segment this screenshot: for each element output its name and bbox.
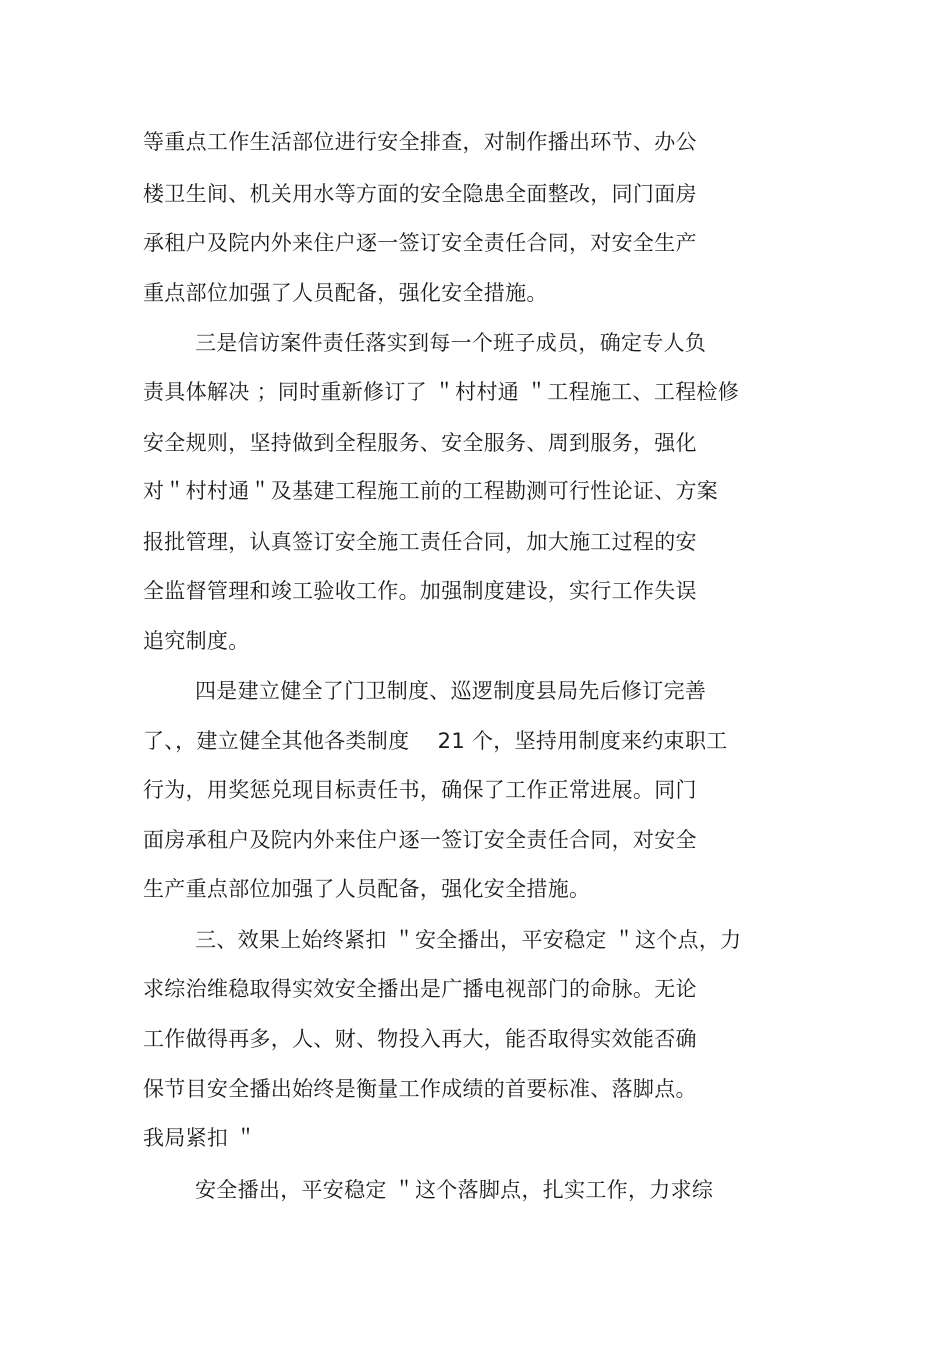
text-line: 面房承租户及院内外来住户逐一签订安全责任合同，对安全 <box>143 828 697 852</box>
paragraph-first-line: 安全播出，平安稳定 ＂这个落脚点，扎实工作，力求综 <box>195 1178 714 1202</box>
text-line: 工作做得再多，人、财、物投入再大，能否取得实效能否确 <box>143 1027 697 1051</box>
text-line: 重点部位加强了人员配备，强化安全措施。 <box>143 281 548 305</box>
text-line: 保节目安全播出始终是衡量工作成绩的首要标准、落脚点。 <box>143 1077 697 1101</box>
text-line: 追究制度。 <box>143 629 250 653</box>
text-line: 行为，用奖惩兑现目标责任书，确保了工作正常进展。同门 <box>143 778 697 802</box>
text-line: 责具体解决 ；同时重新修订了 ＂村村通 ＂工程施工、工程检修 <box>143 380 740 404</box>
text-line: 报批管理，认真签订安全施工责任合同，加大施工过程的安 <box>143 530 697 554</box>
text-line: 了、，建立健全其他各类制度 21 个，坚持用制度来约束职工 <box>143 729 728 753</box>
text-line: 对＂村村通＂及基建工程施工前的工程勘测可行性论证、方案 <box>143 479 719 503</box>
text-line: 安全规则，坚持做到全程服务、安全服务、周到服务，强化 <box>143 431 697 455</box>
paragraph-first-line: 三、效果上始终紧扣 ＂安全播出，平安稳定 ＂这个点，力 <box>195 928 742 952</box>
paragraph-first-line: 四是建立健全了门卫制度、巡逻制度县局先后修订完善 <box>195 679 707 703</box>
text-line: 全监督管理和竣工验收工作。加强制度建设，实行工作失误 <box>143 579 697 603</box>
text-line: 承租户及院内外来住户逐一签订安全责任合同，对安全生产 <box>143 231 697 255</box>
text-line: 生产重点部位加强了人员配备，强化安全措施。 <box>143 877 591 901</box>
paragraph-first-line: 三是信访案件责任落实到每一个班子成员，确定专人负 <box>195 331 707 355</box>
text-line: 等重点工作生活部位进行安全排查，对制作播出环节、办公 <box>143 130 697 154</box>
text-line: 楼卫生间、机关用水等方面的安全隐患全面整改，同门面房 <box>143 182 697 206</box>
text-line: 我局紧扣 ＂ <box>143 1126 257 1150</box>
text-line: 求综治维稳取得实效安全播出是广播电视部门的命脉。无论 <box>143 977 697 1001</box>
